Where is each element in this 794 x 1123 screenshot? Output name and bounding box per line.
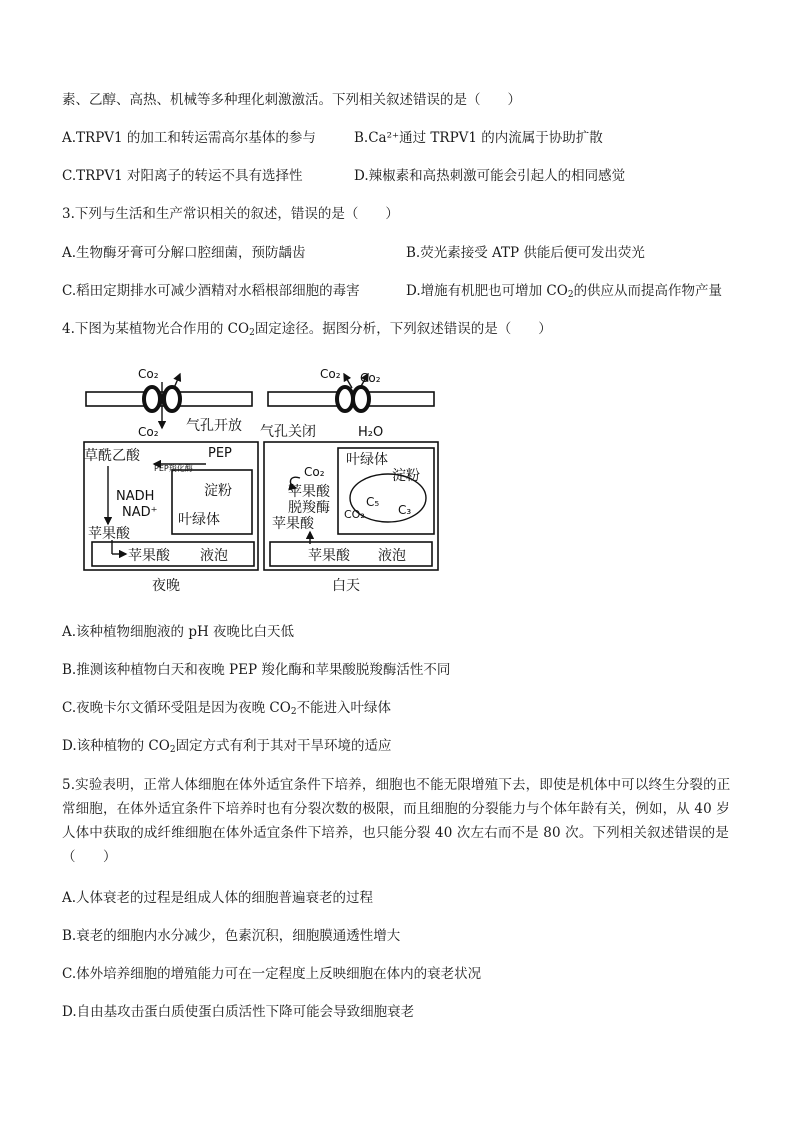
co2-below-left-label: Co₂ bbox=[138, 425, 159, 439]
malic-enzyme-label-1: 苹果酸 bbox=[288, 484, 330, 500]
malate-day-label: 苹果酸 bbox=[272, 516, 314, 532]
q5-option-a: A.人体衰老的过程是组成人体的细胞普遍衰老的过程 bbox=[62, 890, 374, 906]
malate-vacuole-night-label: 苹果酸 bbox=[128, 548, 170, 564]
q2-stem-tail: 素、乙醇、高热、机械等多种理化刺激激活。下列相关叙述错误的是（ ） bbox=[62, 92, 521, 108]
q4-option-c: C.夜晚卡尔文循环受阻是因为夜晚 $CO_2$不能进入叶绿体 bbox=[62, 700, 392, 717]
day-label: 白天 bbox=[332, 578, 360, 594]
night-label: 夜晚 bbox=[152, 578, 180, 594]
q2-option-b: B.Ca²⁺通过 TRPV1 的内流属于协助扩散 bbox=[354, 130, 603, 146]
day-vacuole bbox=[270, 542, 432, 566]
vacuole-day-label: 液泡 bbox=[378, 548, 406, 564]
q3-option-b: B.荧光素接受 ATP 供能后便可发出荧光 bbox=[406, 245, 645, 261]
chloroplast-day-label: 叶绿体 bbox=[346, 452, 388, 468]
co2-top-right-label-2: Co₂ bbox=[360, 371, 381, 385]
q3-option-d: D.增施有机肥也可增加 $CO_2$的供应从而提高作物产量 bbox=[406, 283, 723, 300]
q4-option-d: D.该种植物的 $CO_2$固定方式有利于其对干旱环境的适应 bbox=[62, 738, 392, 755]
co2-top-right-label-1: Co₂ bbox=[320, 367, 341, 381]
q3-option-c: C.稻田定期排水可减少酒精对水稻根部细胞的毒害 bbox=[62, 283, 360, 299]
co2-top-left-label: Co₂ bbox=[138, 367, 159, 381]
stoma-open-label: 气孔开放 bbox=[186, 418, 242, 434]
q5-option-d: D.自由基攻击蛋白质使蛋白质活性下降可能会导致细胞衰老 bbox=[62, 1004, 415, 1020]
q4-option-a: A.该种植物细胞液的 pH 夜晚比白天低 bbox=[62, 624, 295, 640]
starch-day-label: 淀粉 bbox=[392, 468, 420, 484]
stoma-closed-icon bbox=[337, 387, 369, 411]
q4-option-b: B.推测该种植物白天和夜晚 PEP 羧化酶和苹果酸脱羧酶活性不同 bbox=[62, 662, 451, 678]
co2-day-label: Co₂ bbox=[304, 465, 325, 479]
malate-night-label: 苹果酸 bbox=[88, 526, 130, 542]
oxaloacetate-label: 草酰乙酸 bbox=[84, 448, 140, 464]
q3-stem: 3.下列与生活和生产常识相关的叙述，错误的是（ ） bbox=[62, 206, 399, 222]
h2o-label: H₂O bbox=[358, 425, 384, 440]
c3-label: C₃ bbox=[398, 503, 412, 517]
malic-enzyme-label-2: 脱羧酶 bbox=[288, 500, 330, 516]
malate-vacuole-day-label: 苹果酸 bbox=[308, 548, 350, 564]
nadh-label: NADH bbox=[116, 489, 155, 504]
vacuole-night-label: 液泡 bbox=[200, 548, 228, 564]
nad-label: NAD⁺ bbox=[122, 505, 158, 520]
q2-option-c: C.TRPV1 对阳离子的转运不具有选择性 bbox=[62, 168, 303, 184]
q3-option-a: A.生物酶牙膏可分解口腔细菌，预防龋齿 bbox=[62, 245, 306, 261]
q2-option-a: A.TRPV1 的加工和转运需高尔基体的参与 bbox=[62, 130, 316, 146]
starch-night-label: 淀粉 bbox=[204, 483, 232, 499]
stoma-closed-label: 气孔关闭 bbox=[260, 424, 316, 440]
pep-enzyme-label: PEP羧化酶 bbox=[154, 464, 193, 473]
q2-option-d: D.辣椒素和高热刺激可能会引起人的相同感觉 bbox=[354, 168, 626, 184]
c5-label: C₅ bbox=[366, 495, 380, 509]
q5-option-c: C.体外培养细胞的增殖能力可在一定程度上反映细胞在体内的衰老状况 bbox=[62, 966, 482, 982]
co2-cycle-label: CO₂ bbox=[344, 508, 365, 521]
q5-stem: 5.实验表明，正常人体细胞在体外适宜条件下培养，细胞也不能无限增殖下去，即使是机体中可以终生分裂的正常细胞，在体外适宜条件下培养时也有分裂次数的极限，而且细胞的分裂能力与个体年龄有关，例如，从 40 岁人体中获取的成纤维细胞在体外适宜条件下培养，也只能分裂 40 次左右而不是 80 次。下列相关叙述错误的是（ ） bbox=[62, 777, 731, 865]
cam-pathway-figure bbox=[82, 358, 442, 598]
pep-label: PEP bbox=[208, 446, 232, 461]
chloroplast-night-label: 叶绿体 bbox=[178, 512, 220, 528]
q5-option-b: B.衰老的细胞内水分减少，色素沉积，细胞膜通透性增大 bbox=[62, 928, 401, 944]
q4-stem: 4.下图为某植物光合作用的 $CO_2$固定途径。据图分析，下列叙述错误的是（ ） bbox=[62, 321, 552, 338]
